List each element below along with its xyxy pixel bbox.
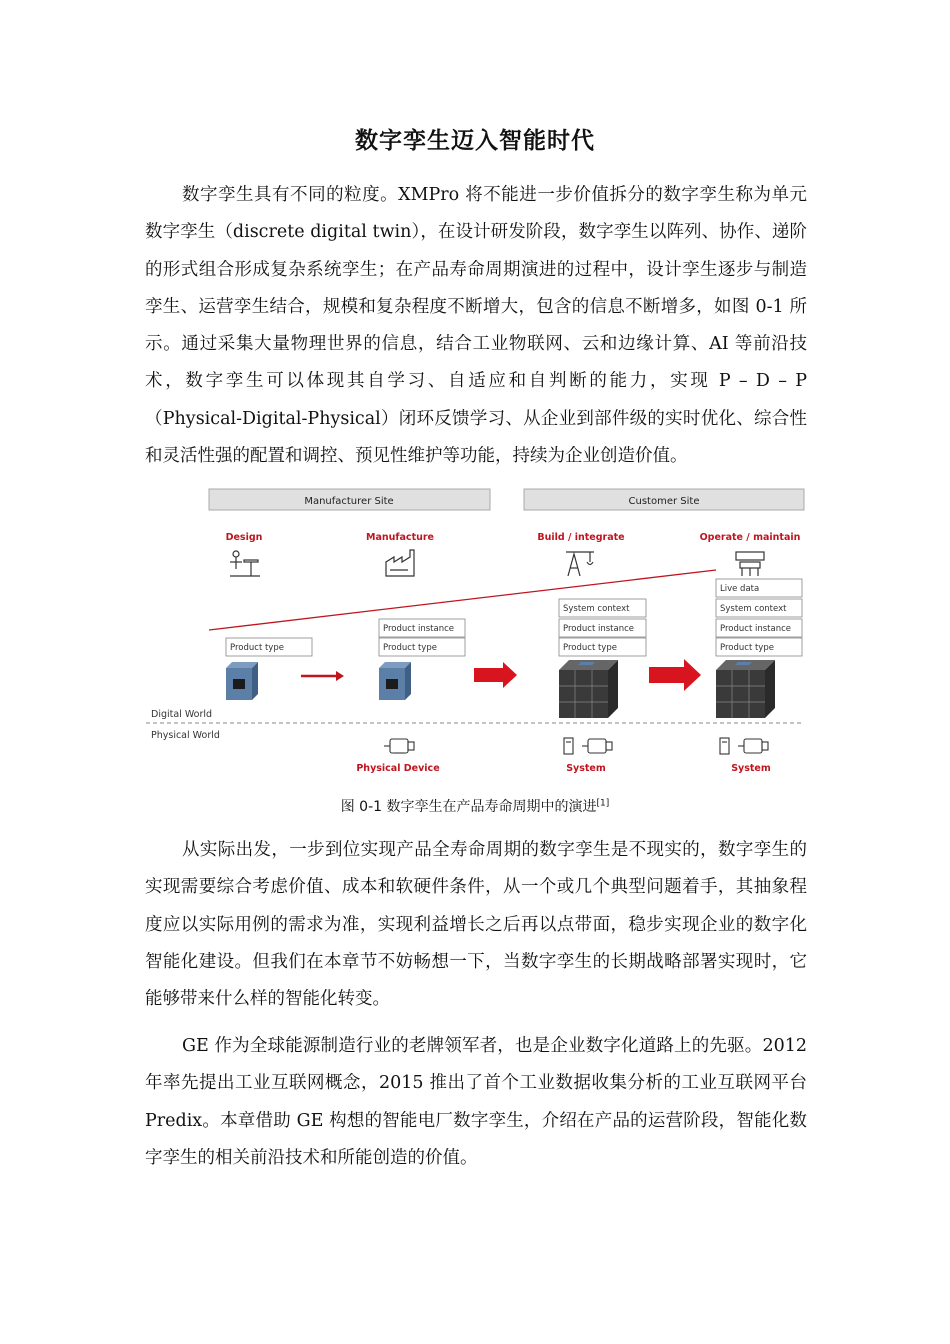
factory-icon <box>386 550 414 576</box>
paragraph-1-text: 数字孪生具有不同的粒度。XMPro 将不能进一步价值拆分的数字孪生称为单元数字孪生（discrete digital twin），在设计研发阶段，数字孪生以阵列、协作、递阶的形式组合形成复杂系统孪生；在产品寿命周期演进的过程中，设计孪生逐步与制造孪生、运营孪生结合，规模和复杂程度不断增大，包含的信息不断增多，如图 0-1 所示。通过采集大量物理世界的信息，结合工业物联网、云和边缘计算、AI 等前沿技术，数字孪生可以体现其自学习、自适应和自判断的能力，实现 P – D – P（Physical-Digital-Physical）闭环反馈学习、从企业到部件级的实时优化、综合性和灵活性强的配置和调控、预见性维护等功能，持续为企业创造价值。 <box>145 185 807 467</box>
customer-site-label: Customer Site <box>628 496 700 507</box>
stage-build: Build / integrate <box>537 532 625 543</box>
motor-icon <box>384 739 414 753</box>
motor-icon-2 <box>582 739 612 753</box>
controller-icon-2 <box>720 738 729 754</box>
paragraph-3-text: GE 作为全球能源制造行业的老牌领军者，也是企业数字化道路上的先驱。2012 年率先提出工业互联网概念，2015 推出了首个工业数据收集分析的工业互联网平台 Predix。本章借助 GE 构想的智能电厂数字孪生，介绍在产品的运营阶段，智能化数字孪生的相关前沿技术和所能创造的价值。 <box>145 1036 807 1168</box>
design-cube <box>226 662 258 700</box>
operate-product-instance-label: Product instance <box>720 624 791 634</box>
build-system-cube <box>559 660 618 718</box>
stage-design: Design <box>225 532 263 543</box>
operate-system-context-label: System context <box>720 604 787 614</box>
crane-icon <box>566 552 594 576</box>
manufacture-product-type-label: Product type <box>383 643 437 653</box>
build-product-instance-label: Product instance <box>563 624 634 634</box>
manufacture-cube <box>379 662 411 700</box>
caption-ref: [1] <box>596 798 610 809</box>
plant-icon <box>736 552 764 576</box>
operate-system-cube <box>716 660 775 718</box>
design-icon <box>230 551 260 576</box>
caption-text: 图 0-1 数字孪生在产品寿命周期中的演进 <box>340 799 597 815</box>
paragraph-3 <box>145 1028 807 1177</box>
stage-operate: Operate / maintain <box>699 532 801 543</box>
design-product-type-label: Product type <box>230 643 284 653</box>
arrow-right-icon-2 <box>474 662 517 688</box>
system-label-1: System <box>566 763 606 774</box>
page-title: 数字孪生迈入智能时代 <box>355 128 595 154</box>
figure-caption <box>0 796 950 816</box>
physical-world-label: Physical World <box>151 730 220 741</box>
paragraph-2-text: 从实际出发，一步到位实现产品全寿命周期的数字孪生是不现实的，数字孪生的实现需要综合考虑价值、成本和软硬件条件，从一个或几个典型问题着手，其抽象程度应以实际用例的需求为准，实现利益增长之后再以点带面，稳步实现企业的数字化智能化建设。但我们在本章节不妨畅想一下，当数字孪生的长期战略部署实现时，它能够带来什么样的智能化转变。 <box>145 840 807 1010</box>
arrow-right-icon-1 <box>301 671 344 681</box>
paragraph-1 <box>145 177 807 475</box>
controller-icon <box>564 738 573 754</box>
stage-manufacture: Manufacture <box>366 532 434 543</box>
manufacturer-site-label: Manufacturer Site <box>304 496 394 507</box>
manufacture-product-instance-label: Product instance <box>383 624 454 634</box>
system-label-2: System <box>731 763 771 774</box>
lifecycle-figure <box>140 484 820 782</box>
motor-icon-3 <box>738 739 768 753</box>
physical-device-label: Physical Device <box>356 763 440 774</box>
digital-world-label: Digital World <box>151 709 213 720</box>
build-system-context-label: System context <box>563 604 630 614</box>
operate-product-type-label: Product type <box>720 643 774 653</box>
build-product-type-label: Product type <box>563 643 617 653</box>
paragraph-2 <box>145 832 807 1018</box>
arrow-right-icon-3 <box>649 659 701 691</box>
operate-live-data-label: Live data <box>720 584 760 594</box>
